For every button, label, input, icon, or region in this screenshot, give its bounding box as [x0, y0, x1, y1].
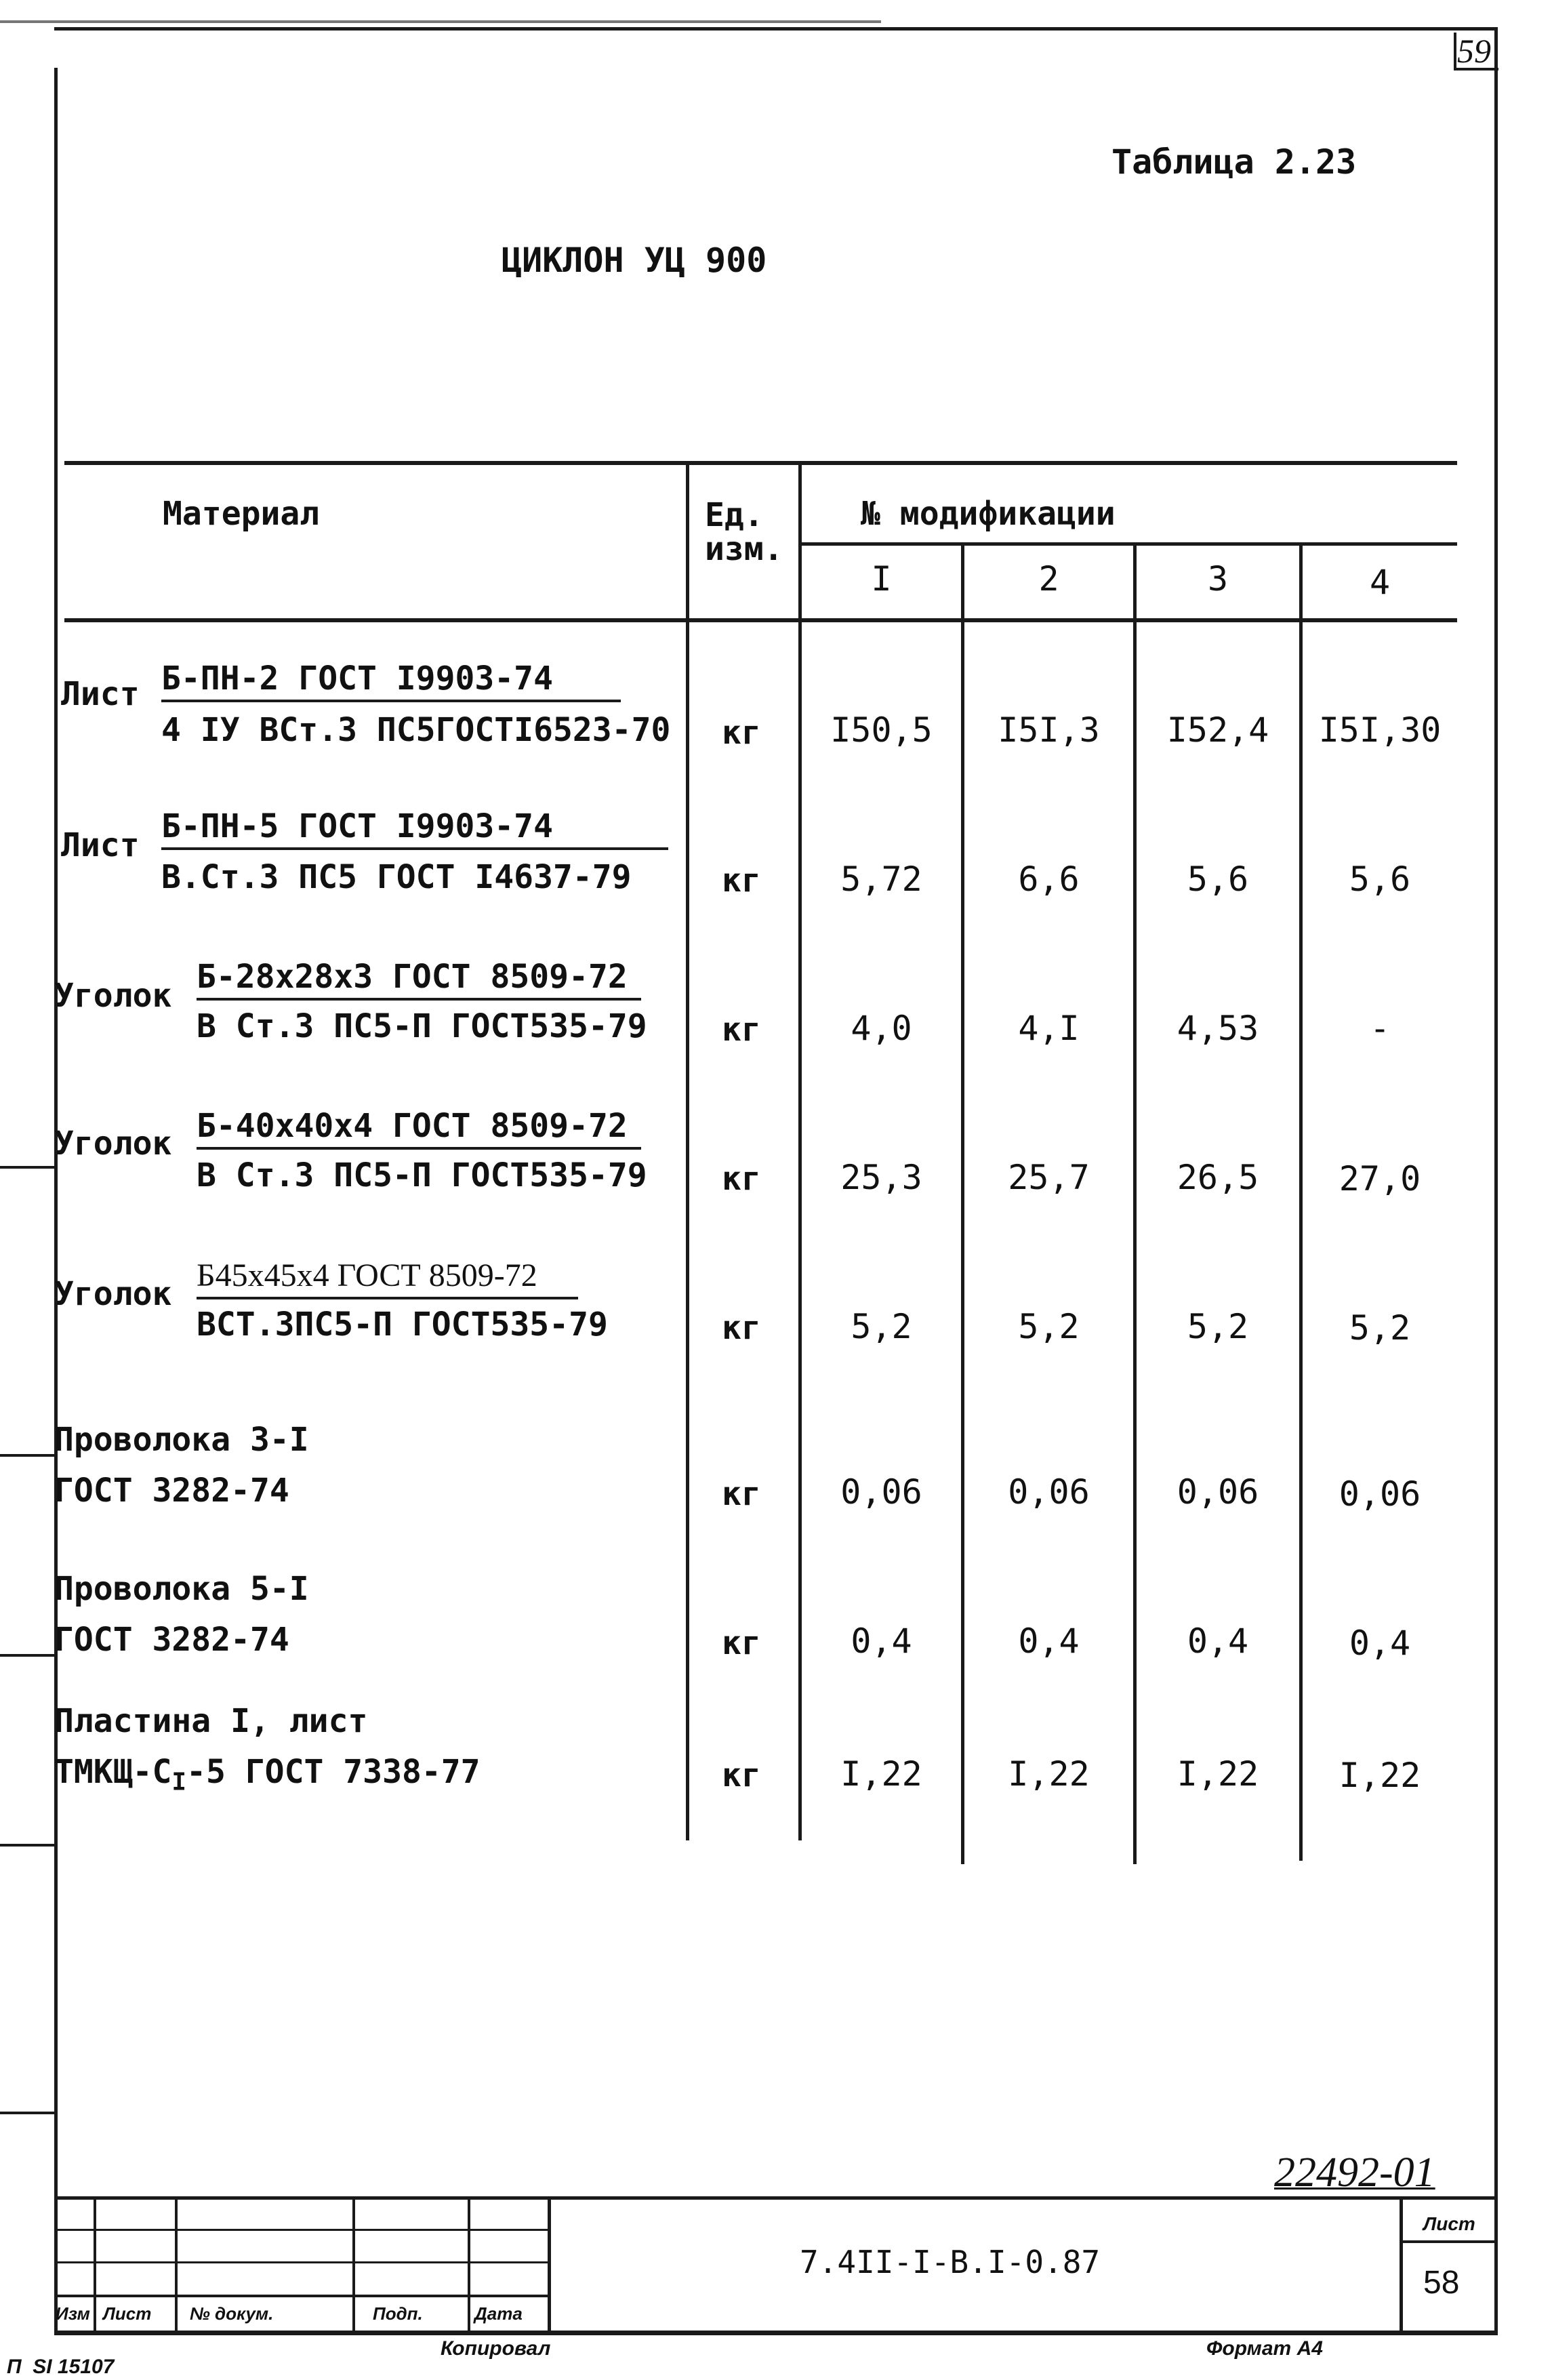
row-1-spec-text: Б-ПН-2 ГОСТ I9903-74	[161, 659, 621, 702]
frame-scan-top	[0, 20, 881, 23]
table-top-rule	[64, 461, 1457, 465]
row-3-prefix: Уголок	[54, 977, 172, 1015]
row-5-val-2: 5,2	[1018, 1307, 1080, 1346]
row-5-spec-text: Б45х45х4 ГОСТ 8509-72	[197, 1256, 578, 1299]
row-4-val-4: 27,0	[1339, 1159, 1421, 1198]
row-1-line2: 4 IУ ВСт.3 ПС5ГОСТI6523-70	[161, 711, 671, 749]
row-6-val-1: 0,06	[840, 1472, 922, 1512]
table-label: Таблица 2.23	[1111, 142, 1357, 182]
stamp-bottom-rule	[54, 2331, 1498, 2334]
corner-page-number: 59	[1457, 32, 1491, 70]
frame-right	[1494, 27, 1498, 2335]
stamp-row-rule-1	[54, 2229, 549, 2231]
row-1-val-2: I5I,3	[998, 710, 1100, 750]
row-2-val-1: 5,72	[840, 860, 922, 899]
stamp-row-rule-3	[54, 2295, 549, 2297]
row-4-val-3: 26,5	[1177, 1158, 1259, 1197]
row-3-line2: В Ст.3 ПС5-П ГОСТ535-79	[197, 1007, 647, 1045]
edge-mark-4	[0, 1844, 54, 1847]
stamp-vline-4	[468, 2196, 470, 2332]
row-4-unit: кг	[722, 1160, 761, 1198]
row-3-spec-text: Б-28х28х3 ГОСТ 8509-72	[197, 957, 641, 1001]
stamp-vline-2	[175, 2196, 178, 2332]
row-2-unit: кг	[722, 862, 761, 900]
row-8-line1: Пластина I, лист	[54, 1702, 368, 1740]
edge-mark-2	[0, 1454, 54, 1457]
row-2-spec-text: Б-ПН-5 ГОСТ I9903-74	[161, 807, 668, 850]
row-8-line2-b: -5 ГОСТ 7338-77	[186, 1753, 481, 1791]
stamp-sheet-vline	[1400, 2196, 1403, 2332]
row-2-val-2: 6,6	[1018, 860, 1080, 899]
bottom-code: П SI 15107	[7, 2356, 115, 2378]
row-3-val-1: 4,0	[851, 1009, 912, 1048]
edge-mark-3	[0, 1654, 54, 1657]
header-modifications: № модификации	[861, 495, 1116, 533]
row-7-val-2: 0,4	[1018, 1621, 1080, 1661]
row-5-val-1: 5,2	[851, 1307, 912, 1346]
stamp-sheet-label: Лист	[1423, 2213, 1475, 2234]
row-6-val-4: 0,06	[1339, 1474, 1421, 1514]
edge-mark-1	[0, 1166, 54, 1169]
row-8-val-2: I,22	[1008, 1754, 1090, 1794]
header-mod-col-1: I	[871, 559, 892, 599]
header-mod-col-2: 2	[1038, 559, 1059, 599]
row-8-val-3: I,22	[1177, 1754, 1259, 1794]
header-material: Материал	[163, 495, 320, 533]
stamp-label-izm: Изм	[56, 2303, 90, 2324]
row-1-unit: кг	[722, 714, 761, 752]
row-2-spec	[161, 807, 668, 850]
stamp-vline-5	[548, 2196, 551, 2332]
row-8-line2	[54, 1752, 481, 1802]
frame-left	[54, 68, 58, 2335]
stamp-label-date: Дата	[474, 2303, 523, 2324]
document-title: ЦИКЛОН УЦ 900	[502, 241, 767, 280]
row-2-val-3: 5,6	[1187, 860, 1249, 899]
row-8-line2-sub: I	[171, 1768, 187, 1796]
row-8-val-1: I,22	[840, 1754, 922, 1794]
header-unit-line1: Ед.	[705, 496, 764, 534]
row-2-line2: В.Ст.3 ПС5 ГОСТ I4637-79	[161, 858, 632, 896]
stamp-label-doc: № докум.	[190, 2303, 274, 2324]
row-3-val-3: 4,53	[1177, 1009, 1259, 1048]
stamp-label-sign: Подп.	[373, 2303, 423, 2324]
row-1-val-1: I50,5	[830, 710, 933, 750]
row-7-val-3: 0,4	[1187, 1621, 1249, 1661]
row-3-spec	[197, 957, 641, 1001]
row-4-val-1: 25,3	[840, 1158, 922, 1197]
row-5-spec	[197, 1255, 578, 1299]
stamp-label-list: Лист	[103, 2303, 152, 2324]
row-8-line2-a: ТМКЩ-С	[54, 1753, 172, 1791]
row-8-unit: кг	[722, 1756, 761, 1794]
row-7-val-4: 0,4	[1349, 1623, 1411, 1663]
row-5-val-3: 5,2	[1187, 1307, 1249, 1346]
row-1-val-3: I52,4	[1166, 710, 1269, 750]
row-5-val-4: 5,2	[1349, 1308, 1411, 1348]
row-6-unit: кг	[722, 1475, 761, 1513]
stamp-format: Формат А4	[1206, 2337, 1323, 2360]
row-6-val-3: 0,06	[1177, 1472, 1259, 1512]
row-4-line2: В Ст.3 ПС5-П ГОСТ535-79	[197, 1156, 647, 1194]
row-3-val-4: -	[1369, 1009, 1391, 1048]
edge-mark-5	[0, 2112, 54, 2114]
modifications-rule	[800, 542, 1457, 546]
frame-top	[54, 27, 1498, 31]
row-4-val-2: 25,7	[1008, 1158, 1090, 1197]
row-4-prefix: Уголок	[54, 1125, 172, 1163]
stamp-row-rule-2	[54, 2261, 549, 2263]
header-mod-col-4: 4	[1369, 563, 1391, 602]
stamp-vline-3	[352, 2196, 355, 2332]
row-7-line1: Проволока 5-I	[54, 1570, 309, 1608]
row-7-line2: ГОСТ 3282-74	[54, 1621, 289, 1659]
row-1-prefix: Лист	[61, 675, 140, 713]
stamp-doc-code: 7.4II-I-В.I-0.87	[800, 2244, 1101, 2280]
row-1-spec	[161, 659, 621, 702]
stamp-block	[54, 2196, 1498, 2335]
row-4-spec	[197, 1106, 641, 1150]
row-6-line2: ГОСТ 3282-74	[54, 1472, 289, 1510]
row-7-unit: кг	[722, 1624, 761, 1662]
row-2-prefix: Лист	[61, 826, 140, 864]
row-6-val-2: 0,06	[1008, 1472, 1090, 1512]
stamp-vline-1	[94, 2196, 96, 2332]
stamp-top-rule	[54, 2196, 1498, 2200]
header-unit-line2: изм.	[705, 530, 783, 568]
row-5-unit: кг	[722, 1309, 761, 1347]
stamp-copied: Копировал	[441, 2337, 551, 2360]
row-2-val-4: 5,6	[1349, 860, 1411, 899]
stamp-sheet-number: 58	[1423, 2265, 1460, 2301]
row-6-line1: Проволока 3-I	[54, 1421, 309, 1459]
row-3-val-2: 4,I	[1018, 1009, 1080, 1048]
row-3-unit: кг	[722, 1011, 761, 1049]
row-1-val-4: I5I,30	[1318, 710, 1442, 750]
stamp-sheet-hline	[1400, 2240, 1498, 2243]
header-bottom-rule	[64, 618, 1457, 622]
row-5-prefix: Уголок	[54, 1275, 172, 1313]
handwritten-number: 22492-01	[1274, 2150, 1435, 2196]
row-7-val-1: 0,4	[851, 1621, 912, 1661]
row-4-spec-text: Б-40х40х4 ГОСТ 8509-72	[197, 1106, 641, 1150]
col-divider-unit-left	[686, 461, 689, 1840]
row-5-line2: ВСТ.3ПС5-П ГОСТ535-79	[197, 1306, 608, 1344]
row-8-val-4: I,22	[1339, 1756, 1421, 1795]
header-mod-col-3: 3	[1207, 559, 1229, 599]
